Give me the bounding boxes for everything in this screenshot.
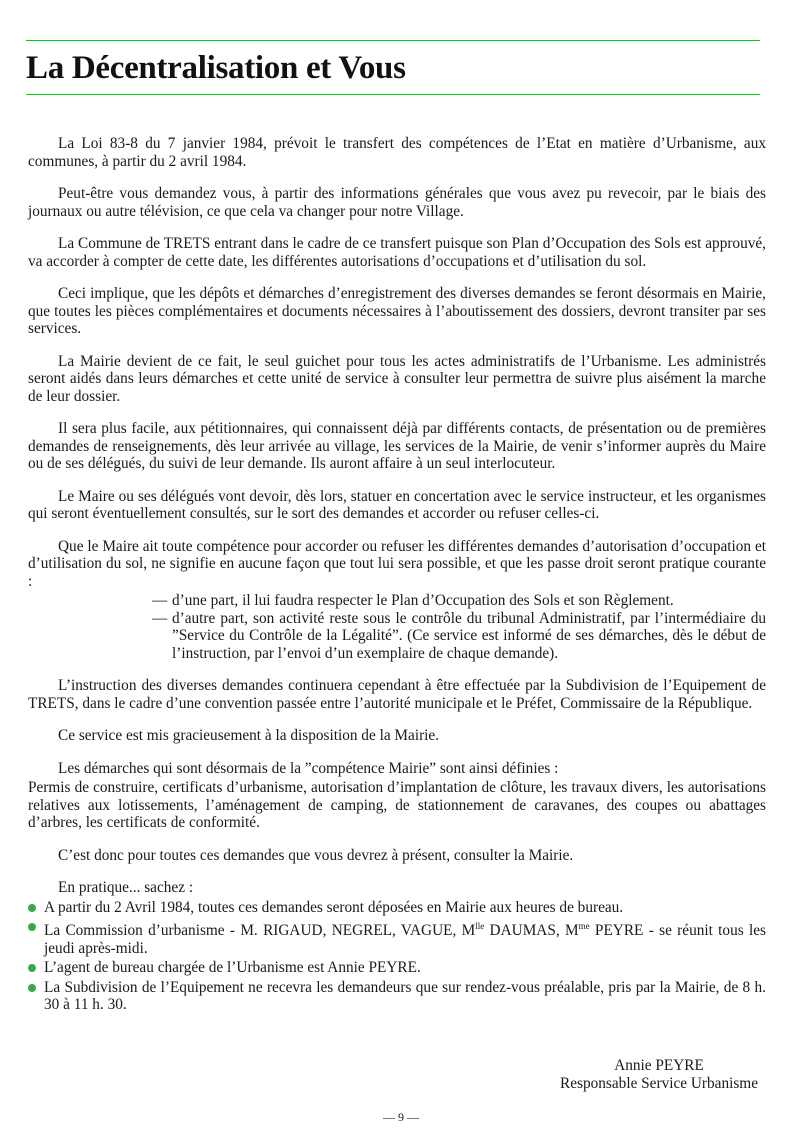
paragraph: Le Maire ou ses délégués vont devoir, dès lors, statuer en concertation avec le service instructeur, et les organismes qui seront éventuellement consultés, sur le sort des demandes et accorder ou refuser celles-ci. xyxy=(28,487,766,522)
paragraph: En pratique... sachez : xyxy=(58,879,194,896)
paragraph: Ce service est mis gracieusement à la disposition de la Mairie. xyxy=(58,727,440,744)
list-item xyxy=(28,979,766,1014)
dash-item-text: d’autre part, son activité reste sous le contrôle du tribunal Administratif, par l’intermédiaire du ”Service du Contrôle de la Légalité”. (Ce service est informé de ses démarches, dès le début de l’instruction, par l’envoi d’un exemplaire de chaque demande). xyxy=(172,609,766,662)
paragraph: Que le Maire ait toute compétence pour accorder ou refuser les différentes demandes d’autorisation d’occupation et d’utilisation du sol, ne signifie en aucune façon que tout lui sera possible, et que les passe droit seront pratique courante : xyxy=(28,537,766,590)
list-item-text: L’agent de bureau chargée de l’Urbanisme est Annie PEYRE. xyxy=(44,959,421,977)
paragraph: La Commune de TRETS entrant dans le cadre de ce transfert puisque son Plan d’Occupation des Sols est approuvé, va accorder à compter de cette date, les différentes autorisations d’occupations et d’utilisation du sol. xyxy=(28,235,766,270)
page-title: La Décentralisation et Vous xyxy=(26,50,406,86)
signature-name: Annie PEYRE xyxy=(614,1057,704,1074)
list-item-text: La Commission d’urbanisme - M. RIGAUD, NEGREL, VAGUE, $M^{lle}$ DAUMAS, $M^{me}$ PEYRE - se réunit tous les jeudi après-midi. xyxy=(44,921,767,957)
paragraph: Il sera plus facile, aux pétitionnaires, qui connaissent déjà par différents contacts, de présentation ou de premières demandes de renseignements, dès leur arrivée au village, les services de la Mairie, de venir s’informer auprès du Maire ou de ses délégués, du suivi de leur demande. Ils auront affaire à un seul interlocuteur. xyxy=(28,420,766,472)
signature-role: Responsable Service Urbanisme xyxy=(560,1074,758,1092)
paragraph: La Mairie devient de ce fait, le seul guichet pour tous les actes administratifs de l’Urbanisme. Les administrés seront aidés dans leurs démarches et cette unité de service à consulter leur permettra de suivre plus aisément la marche de leur dossier. xyxy=(28,352,766,405)
title-underline xyxy=(26,94,760,95)
bullet-dot-icon xyxy=(28,923,36,931)
list-item xyxy=(28,899,766,917)
list-item xyxy=(28,959,766,977)
paragraph: Permis de construire, certificats d’urbanisme, autorisation d’implantation de clôture, les travaux divers, les autorisations relatives aux lotissements, l’aménagement de camping, de stationnement de caravanes, des coupes ou abattages d’arbres, les certificats de conformité. xyxy=(28,779,766,831)
dash-item xyxy=(152,592,766,610)
paragraph: C’est donc pour toutes ces demandes que vous devrez à présent, consulter la Mairie. xyxy=(58,846,574,864)
signature-block xyxy=(560,1057,758,1092)
list-item-text: La Subdivision de l’Equipement ne recevra les demandeurs que sur rendez-vous préalable, pris par la Mairie, de 8 h. 30 à 11 h. 30. xyxy=(44,978,766,1014)
dash-list xyxy=(28,592,766,662)
dash-item xyxy=(152,610,766,663)
paragraph: Les démarches qui sont désormais de la ”compétence Mairie” sont ainsi définies : xyxy=(58,759,559,777)
bullet-dot-icon xyxy=(28,984,36,992)
top-rule xyxy=(26,40,760,41)
page-number: — 9 — xyxy=(383,1110,419,1124)
paragraph: Ceci implique, que les dépôts et démarches d’enregistrement des diverses demandes se feront désormais en Mairie, que toutes les pièces complémentaires et documents nécessaires à l’aboutissement des dossiers, devront transiter par ses services. xyxy=(28,285,766,337)
paragraph: Peut-être vous demandez vous, à partir des informations générales que vous avez pu revecoir, par le biais des journaux ou autre télévision, ce que cela va changer pour notre Village. xyxy=(28,185,766,220)
bullet-dot-icon xyxy=(28,904,36,912)
bullet-dot-icon xyxy=(28,964,36,972)
bullet-list xyxy=(28,899,766,1014)
dash-mark: — xyxy=(152,609,168,627)
dash-mark: — xyxy=(152,592,168,609)
paragraph: L’instruction des diverses demandes continuera cependant à être effectuée par la Subdivision de l’Equipement de TRETS, dans le cadre d’une convention passée entre l’autorité municipale et le Préfet, Commissaire de la République. xyxy=(28,677,766,712)
article-body xyxy=(28,135,766,1016)
paragraph: La Loi 83-8 du 7 janvier 1984, prévoit le transfert des compétences de l’Etat en matière d’Urbanisme, aux communes, à partir du 2 avril 1984. xyxy=(28,135,766,170)
dash-item-text: d’une part, il lui faudra respecter le Plan d’Occupation des Sols et son Règlement. xyxy=(172,592,674,609)
list-item xyxy=(28,918,766,957)
list-item-text: A partir du 2 Avril 1984, toutes ces demandes seront déposées en Mairie aux heures de bureau. xyxy=(44,898,624,916)
